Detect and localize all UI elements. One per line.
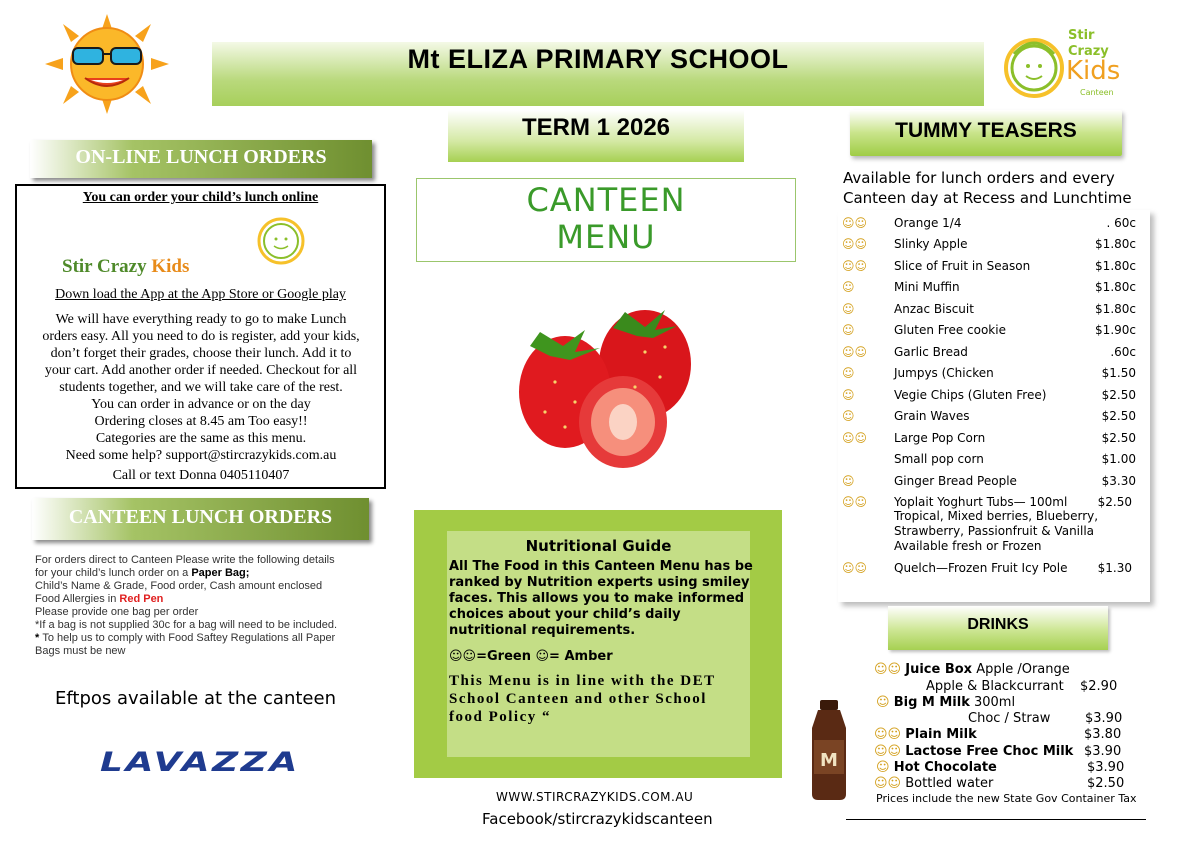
item-price: $1.80c — [1095, 302, 1136, 316]
brand-kids: Kids — [146, 256, 190, 277]
item-name: Anzac Biscuit — [894, 302, 974, 316]
drink-name: Bottled water — [905, 776, 994, 791]
item-name: Large Pop Corn — [894, 431, 986, 445]
lavazza-text: LAVAZZA — [100, 747, 300, 775]
online-body-line: your cart. Add another order if needed. Checkout for all — [44, 363, 358, 378]
smiley-rating: ☺☺ — [874, 727, 902, 742]
smiley-rating: ☺☺ — [842, 431, 868, 445]
logo-kids-text: Kids — [1066, 56, 1121, 86]
smiley-rating: ☺☺ — [874, 744, 902, 759]
online-orders-body — [19, 311, 383, 484]
smiley-rating: ☺☺ — [842, 495, 868, 509]
instruction-text: To help us to comply with Food Saftey Regulations all Paper — [42, 632, 336, 644]
instruction-line: *If a bag is not supplied 30c for a bag will need to be included. — [35, 619, 338, 631]
school-title: Mt ELIZA PRIMARY SCHOOL — [407, 44, 789, 74]
brand-crazy: Crazy — [97, 256, 147, 277]
term-title: TERM 1 2026 — [521, 114, 671, 141]
smiley-legend: ☺☺=Green ☺= Amber — [449, 649, 613, 664]
brand-stir: Stir — [62, 256, 98, 277]
smiley-rating: ☺☺ — [874, 776, 902, 791]
canteen-menu-title: CANTEEN — [526, 181, 686, 219]
item-price: $2.50 — [1101, 409, 1136, 423]
online-orders-title: ON-LINE LUNCH ORDERS — [75, 146, 327, 168]
drink-name: Plain Milk — [905, 727, 977, 742]
paper-bag-text: Paper Bag; — [191, 567, 250, 579]
item-name: Jumpys (Chicken — [894, 366, 994, 380]
tummy-teasers-list — [838, 210, 1150, 602]
smiley-rating: ☺☺ — [874, 662, 902, 677]
item-name: Garlic Bread — [894, 345, 968, 359]
tummy-teasers-title: TUMMY TEASERS — [895, 119, 1077, 142]
item-price: .60c — [1110, 345, 1136, 359]
facebook-link[interactable]: Facebook/stircrazykidscanteen — [482, 810, 713, 828]
item-price: $2.50 — [1101, 388, 1136, 402]
online-body-line: We will have everything ready to go to make Lunch — [55, 312, 347, 327]
asterisk: * — [35, 632, 43, 644]
drink-big-m-milk — [876, 695, 1015, 710]
online-body-line: don’t forget their grades, choose their lunch. Add it to — [50, 346, 352, 361]
item-price: $2.50 — [1101, 431, 1136, 445]
yoghurt-details — [894, 509, 1098, 554]
item-price: $1.30 — [1097, 561, 1132, 575]
drink-big-m-price: $3.90 — [1085, 711, 1123, 726]
drink-juice-box-price: $2.90 — [1080, 679, 1118, 694]
smiley-rating: ☺☺ — [842, 259, 868, 273]
instruction-line: For orders direct to Canteen Please write the following details — [35, 554, 335, 566]
download-app-line: Down load the App at the App Store or Google play — [55, 287, 346, 302]
instruction-line: Please provide one bag per order — [35, 606, 199, 618]
drink-description: Apple /Orange — [972, 662, 1070, 677]
item-name: Slice of Fruit in Season — [894, 259, 1031, 273]
smiley-rating: ☺ — [842, 409, 855, 423]
smiley-rating: ☺ — [842, 474, 855, 488]
item-price: $1.80c — [1095, 237, 1136, 251]
drink-name: Big M Milk — [893, 695, 970, 710]
item-name: Yoplait Yoghurt Tubs— 100ml — [894, 495, 1068, 509]
instruction-text: Food Allergies in — [35, 593, 120, 605]
smiley-rating: ☺☺ — [842, 345, 868, 359]
yoghurt-detail-line: Strawberry, Passionfruit & Vanilla — [894, 524, 1095, 538]
nutrition-line: faces. This allows you to make informed — [449, 591, 745, 606]
online-body-line: Need some help? support@stircrazykids.com.au — [65, 448, 337, 463]
item-price: $1.80c — [1095, 280, 1136, 294]
lavazza-logo — [98, 747, 303, 775]
item-name: Quelch—Frozen Fruit Icy Pole — [894, 561, 1068, 575]
intro-line: Available for lunch orders and every — [843, 169, 1115, 187]
policy-line: food Policy “ — [449, 709, 551, 725]
red-pen-text: Red Pen — [119, 593, 164, 605]
drink-juice-box-variant: Apple & Blackcurrant — [926, 679, 1064, 694]
strawberries-image — [505, 292, 710, 474]
item-name: Orange 1/4 — [894, 216, 962, 230]
item-price: $2.50 — [1097, 495, 1132, 509]
svg-text:M: M — [820, 750, 838, 771]
nutrition-title: Nutritional Guide — [525, 537, 672, 555]
nutrition-line: All The Food in this Canteen Menu has be — [449, 559, 753, 574]
logo-stir-text: Stir — [1068, 28, 1095, 43]
item-name: Mini Muffin — [894, 280, 960, 294]
nutrition-body — [449, 559, 753, 639]
smiley-rating: ☺☺ — [842, 561, 868, 575]
item-name: Small pop corn — [894, 452, 984, 466]
canteen-orders-instructions — [35, 554, 365, 658]
item-name: Ginger Bread People — [894, 474, 1017, 488]
online-body-line: orders easy. All you need to do is register, add your kids, — [42, 329, 360, 344]
nutrition-line: nutritional requirements. — [449, 623, 636, 638]
instruction-text: for your child’s lunch order on a — [35, 567, 192, 579]
online-body-line: You can order in advance or on the day — [91, 397, 311, 412]
drink-juice-box — [874, 662, 1070, 677]
stir-crazy-kids-brand — [62, 256, 189, 278]
instruction-line — [35, 593, 365, 606]
item-price: . 60c — [1106, 216, 1136, 230]
yoghurt-detail-line: Tropical, Mixed berries, Blueberry, — [894, 509, 1099, 523]
online-body-line: students together, and we will take care of the rest. — [59, 380, 343, 395]
smiley-rating: ☺ — [842, 366, 855, 380]
smiley-rating: ☺ — [842, 388, 855, 402]
nutrition-line: choices about your child’s daily — [449, 607, 681, 622]
item-name: Grain Waves — [894, 409, 970, 423]
drink-hot-chocolate-price: $3.90 — [1087, 760, 1125, 775]
drink-plain-milk-price: $3.80 — [1084, 727, 1122, 742]
drink-hot-chocolate — [876, 760, 997, 775]
canteen-menu-subtitle: MENU — [556, 218, 656, 256]
nutrition-line: ranked by Nutrition experts using smiley — [449, 575, 750, 590]
smiley-rating: ☺ — [842, 323, 855, 337]
item-price: $1.00 — [1101, 452, 1136, 466]
policy-line: School Canteen and other School — [449, 691, 707, 707]
logo-canteen-text: Canteen — [1080, 88, 1114, 97]
online-body-line: Categories are the same as this menu. — [95, 431, 307, 446]
instruction-line: Bags must be new — [35, 645, 126, 657]
instruction-line — [35, 567, 365, 580]
website-link[interactable]: WWW.STIRCRAZYKIDS.COM.AU — [496, 790, 694, 804]
drink-bottled-water — [874, 776, 993, 791]
policy-statement — [449, 672, 749, 726]
stir-crazy-kids-small-logo — [255, 215, 307, 267]
drink-big-m-variant: Choc / Straw — [968, 711, 1051, 726]
yoghurt-detail-line: Available fresh or Frozen — [894, 539, 1042, 553]
logo-crazy-text: Crazy — [1068, 44, 1109, 59]
policy-line: This Menu is in line with the DET — [449, 673, 716, 689]
smiley-rating: ☺ — [876, 760, 890, 775]
tummy-teasers-intro — [843, 168, 1173, 208]
eftpos-note: Eftpos available at the canteen — [55, 688, 336, 709]
drinks-divider — [846, 819, 1146, 820]
online-body-line: Ordering closes at 8.45 am Too easy!! — [94, 414, 308, 429]
choc-milk-bottle-image — [806, 700, 852, 800]
smiley-rating: ☺ — [842, 302, 855, 316]
item-name: Vegie Chips (Gluten Free) — [894, 388, 1047, 402]
canteen-orders-title: CANTEEN LUNCH ORDERS — [68, 506, 333, 528]
drink-name: Lactose Free Choc Milk — [905, 744, 1074, 759]
item-name: Slinky Apple — [894, 237, 968, 251]
item-price: $1.80c — [1095, 259, 1136, 273]
item-price: $1.90c — [1095, 323, 1136, 337]
instruction-line: Child’s Name & Grade, Food order, Cash amount enclosed — [35, 580, 323, 592]
online-orders-heading: You can order your child’s lunch online — [82, 190, 319, 205]
call-donna-line: Call or text Donna 0405110407 — [112, 468, 290, 483]
drinks-title: DRINKS — [967, 616, 1029, 633]
drink-bottled-water-price: $2.50 — [1087, 776, 1125, 791]
drink-lactose-free — [874, 744, 1073, 759]
smiley-rating: ☺☺ — [842, 237, 868, 251]
item-price: $3.30 — [1101, 474, 1136, 488]
drink-name: Hot Chocolate — [893, 760, 997, 775]
item-price: $1.50 — [1101, 366, 1136, 380]
instruction-line — [35, 632, 365, 645]
drink-description: 300ml — [969, 695, 1016, 710]
drink-plain-milk — [874, 727, 977, 742]
container-tax-note: Prices include the new State Gov Container Tax — [876, 792, 1137, 805]
smiley-rating: ☺ — [842, 280, 855, 294]
drink-name: Juice Box — [905, 662, 973, 677]
sun-mascot-logo — [45, 14, 169, 114]
smiley-rating: ☺☺ — [842, 216, 868, 230]
intro-line: Canteen day at Recess and Lunchtime — [843, 189, 1132, 207]
drink-lactose-free-price: $3.90 — [1084, 744, 1122, 759]
smiley-rating: ☺ — [876, 695, 890, 710]
item-name: Gluten Free cookie — [894, 323, 1006, 337]
